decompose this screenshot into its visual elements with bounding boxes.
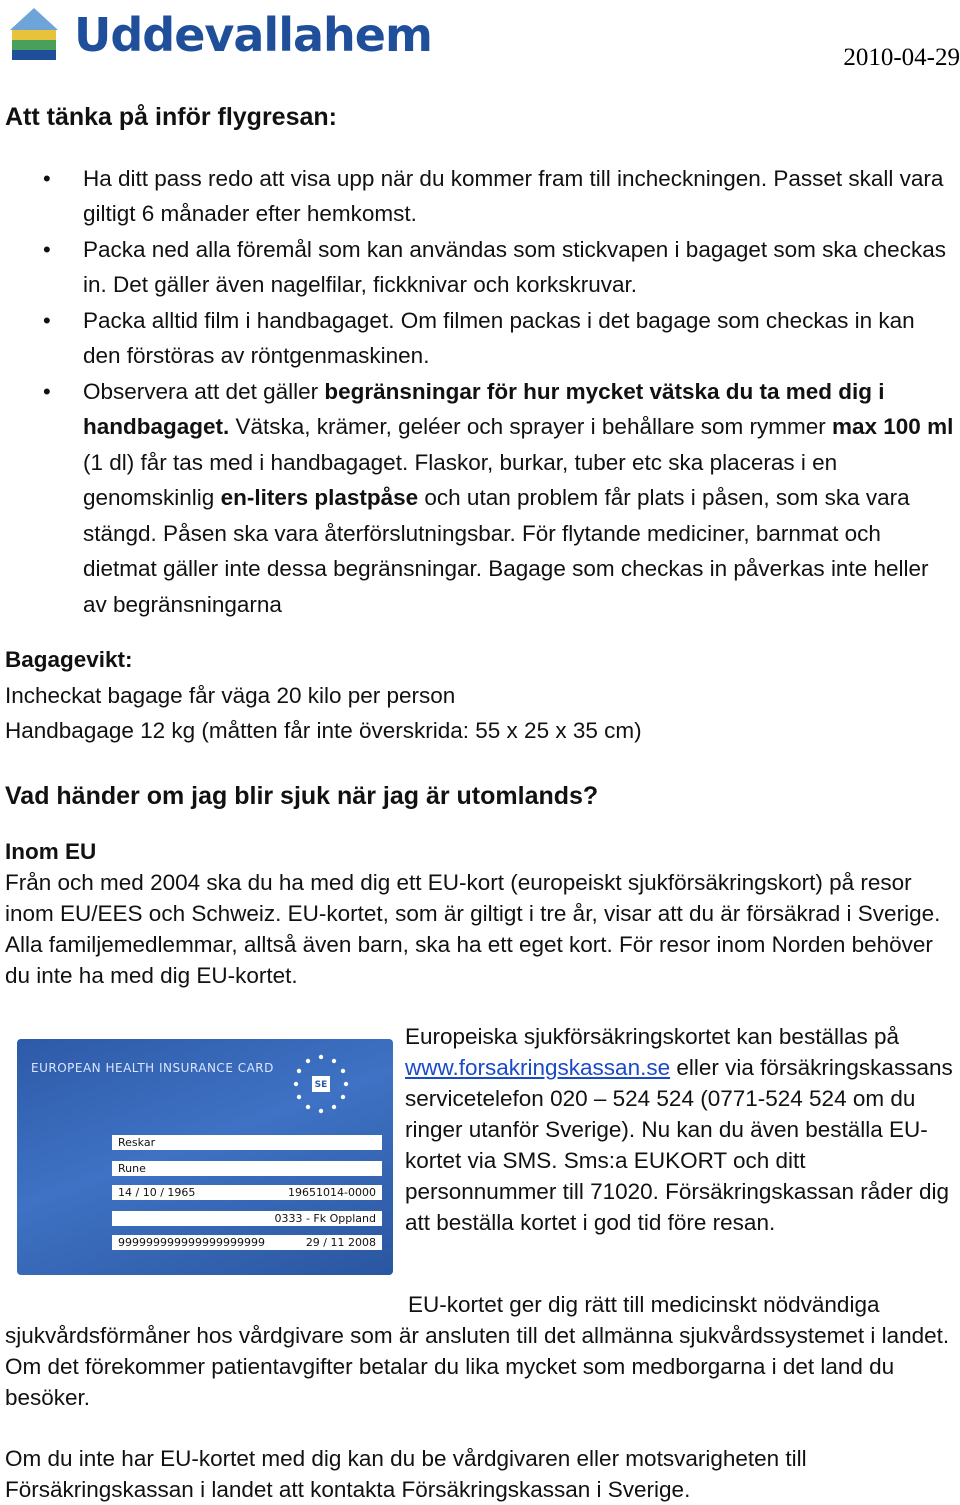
eu-health-card-image: [17, 1039, 393, 1275]
field-value: 0333 - Fk Oppland: [274, 1212, 376, 1225]
card-title: EUROPEAN HEALTH INSURANCE CARD: [31, 1061, 274, 1075]
list-item: • Ha ditt pass redo att visa upp när du kommer fram till incheckningen. Passet skall vara giltigt 6 månader efter hemkomst.: [5, 161, 957, 232]
text-span: eller via försäkringskassans servicetelefon 020 – 524 524 (0771-524 524 om du ringer utanför Sverige). Nu kan du även beställa EU-kortet via SMS. Sms:a EUKORT och ditt personnummer till 71020. Försäkringskassan råder dig att beställa kortet i god tid före resan.: [405, 1055, 953, 1235]
baggage-label: Bagagevikt:: [5, 647, 133, 672]
subheading-eu: Inom EU: [5, 839, 97, 864]
flight-checklist: [5, 161, 957, 623]
field-value: 19651014-0000: [288, 1186, 376, 1199]
document-body: [5, 100, 957, 1505]
card-number-row: [112, 1235, 382, 1250]
card-rights-paragraph: [5, 1289, 957, 1413]
field-value: 999999999999999999999: [118, 1236, 265, 1249]
baggage-hand: Handbagage 12 kg (måtten får inte överskrida: 55 x 25 x 35 cm): [5, 718, 642, 743]
card-order-text: [405, 1021, 957, 1238]
list-item: • Packa ned alla föremål som kan användas som stickvapen i bagaget som ska checkas in. Det gäller även nagelfilar, fickknivar och korkskruvar.: [5, 232, 957, 303]
bold-span: begränsningar för hur mycket vätska du ta med dig i handbagaget.: [83, 378, 885, 439]
list-item: • Packa alltid film i handbagaget. Om filmen packas i det bagage som checkas in kan den förstöras av röntgenmaskinen.: [5, 303, 957, 374]
text-span: och utan problem får plats i påsen, som ska vara stängd. Påsen ska vara återförslutningsbar. För flytande mediciner, barnmat och dietmat gäller inte dessa begränsningar. Bagage som checkas in påverkas inte heller av begränsningarna: [83, 485, 929, 617]
text-line: EU-kortet ger dig rätt till medicinskt nödvändiga: [408, 1292, 880, 1317]
field-value: Rune: [118, 1162, 146, 1175]
field-value: 29 / 11 2008: [305, 1236, 376, 1249]
bold-span: en-liters plastpåse: [220, 485, 419, 510]
text-span: Vätska, krämer, geléer och sprayer i behållare som rymmer: [229, 414, 832, 439]
card-section: [5, 1021, 957, 1271]
logo: [6, 6, 432, 66]
no-card-paragraph: Om du inte har EU-kortet med dig kan du be vårdgivaren eller motsvarigheten till Försäkringskassan i landet att kontakta Försäkringskassan i Sverige.: [5, 1446, 807, 1502]
house-logo-icon: [6, 6, 62, 64]
logo-text: Uddevallahem: [74, 8, 432, 62]
text-span: Observera att det gäller: [83, 378, 325, 404]
card-birth-row: [112, 1185, 382, 1200]
card-surname: [112, 1135, 382, 1150]
forsakringskassan-link[interactable]: www.forsakringskassan.se: [405, 1055, 671, 1080]
document-date: 2010-04-29: [843, 44, 960, 71]
text-line: sjukvårdsförmåner hos vårdgivare som är ansluten till det allmänna sjukvårdssystemet i landet. Om det förekommer patientavgifter betalar du lika mycket som medborgarna i det land du besöker.: [5, 1323, 950, 1410]
list-item-liquids: [5, 374, 957, 623]
text-span: (1 dl) får tas med i handbagaget. Flaskor, burkar, tuber etc ska placeras i en genomskinlig: [83, 449, 838, 510]
section-title-sick: Vad händer om jag blir sjuk när jag är utomlands?: [5, 781, 599, 810]
field-value: 14 / 10 / 1965: [118, 1186, 196, 1199]
bold-span: max 100 ml: [832, 414, 954, 439]
text-span: Europeiska sjukförsäkringskortet kan beställas på: [405, 1024, 900, 1049]
card-given-name: [112, 1161, 382, 1176]
card-institution: [112, 1211, 382, 1226]
field-value: Reskar: [118, 1136, 156, 1149]
country-badge: SE: [314, 1080, 328, 1090]
eu-card-paragraph: Från och med 2004 ska du ha med dig ett EU-kort (europeiskt sjukförsäkringskort) på resor inom EU/EES och Schweiz. EU-kortet, som är giltigt i tre år, visar att du är försäkrad i Sverige. Alla familjemedlemmar, alltså även barn, ska ha ett eget kort. För resor inom Norden behöver du inte ha med dig EU-kortet.: [5, 870, 941, 988]
section-title-flight: Att tänka på inför flygresan:: [5, 103, 337, 131]
baggage-checked: Incheckat bagage får väga 20 kilo per person: [5, 682, 456, 708]
